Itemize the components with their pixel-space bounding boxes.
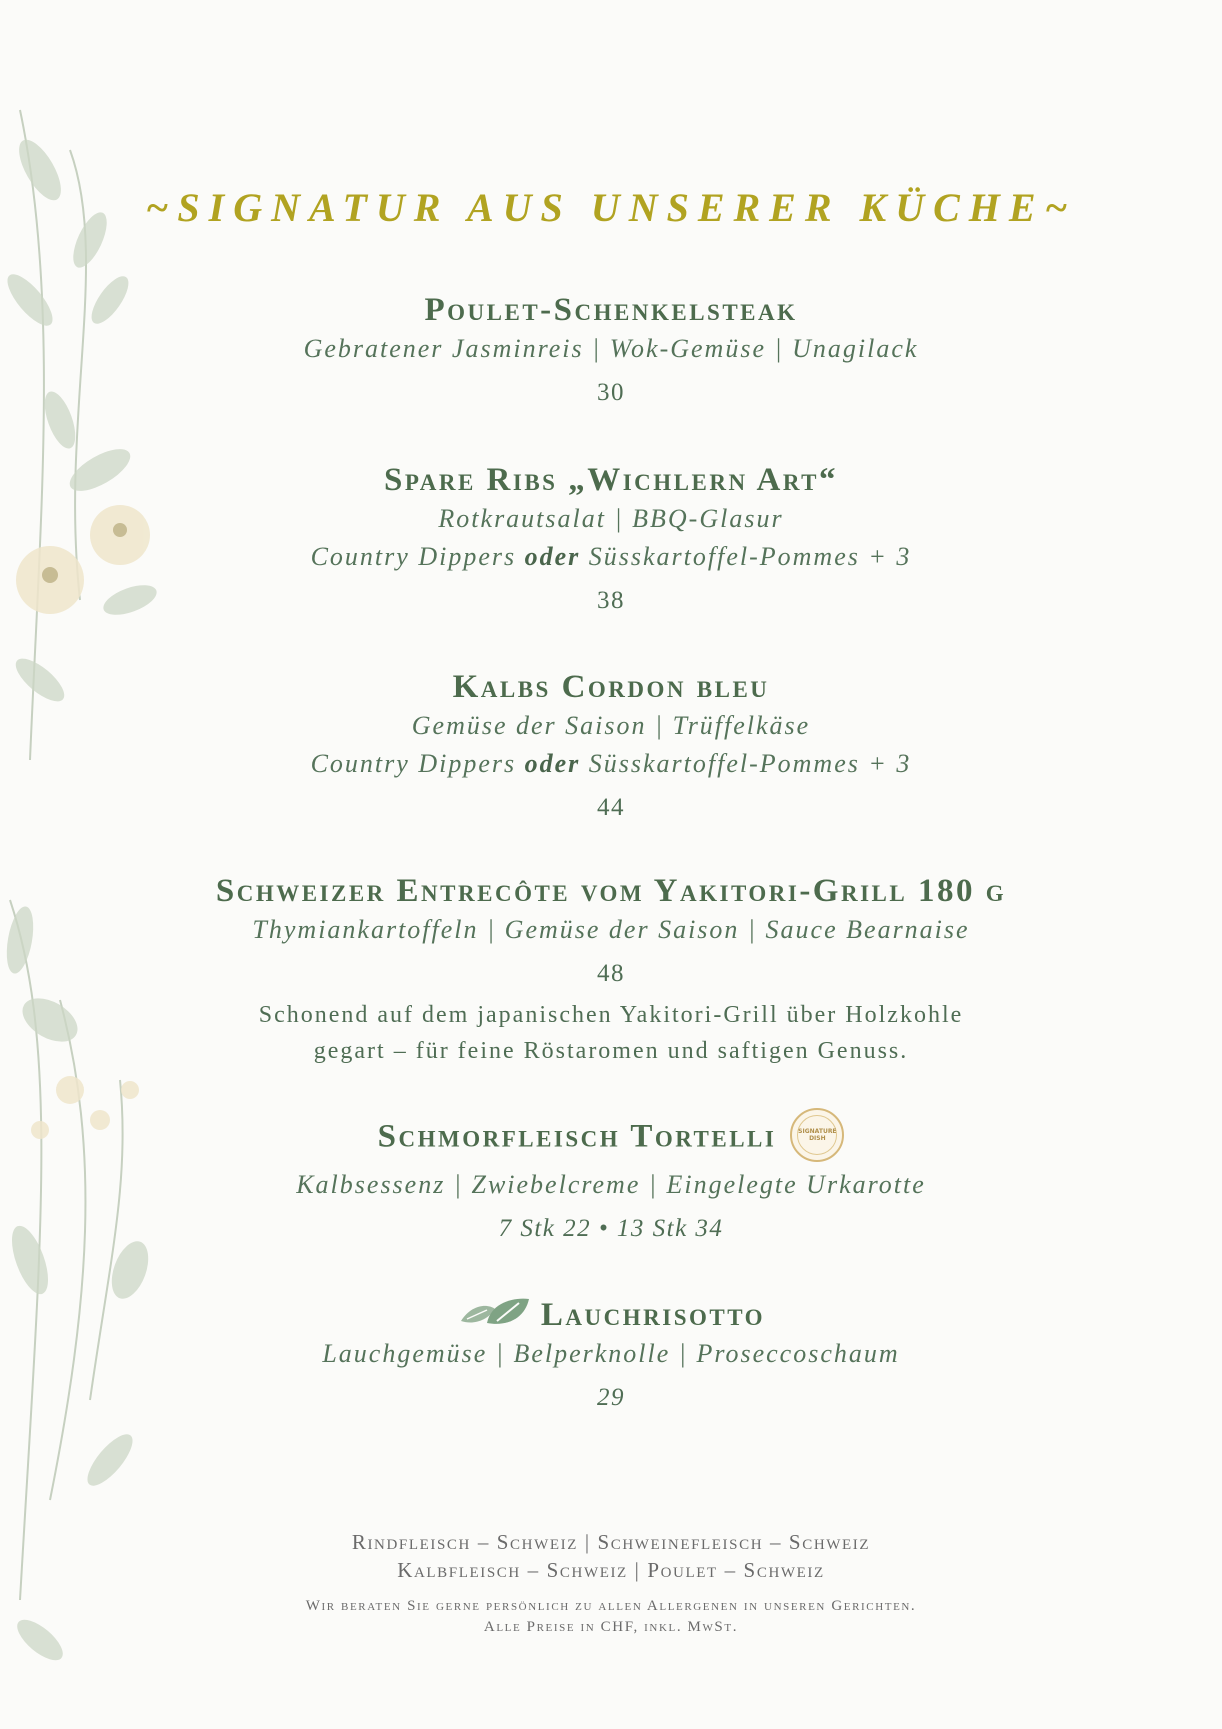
badge-label: SIGNATURE DISH bbox=[797, 1115, 837, 1155]
dish-side-option bbox=[0, 538, 1222, 576]
side-option-a: Country Dippers bbox=[310, 749, 525, 778]
dish-price: 7 Stk 22 • 13 Stk 34 bbox=[498, 1215, 724, 1242]
dish-name: Lauchrisotto bbox=[540, 1297, 766, 1333]
dish-cordon-bleu bbox=[0, 667, 1222, 827]
allergen-note: Wir beraten Sie gerne persönlich zu allen Allergenen in unseren Gerichten. bbox=[305, 1598, 917, 1614]
side-option-or: oder bbox=[524, 749, 581, 778]
dish-lauchrisotto bbox=[0, 1295, 1222, 1417]
meat-origin-info bbox=[0, 1528, 1222, 1584]
dish-name-row bbox=[0, 1295, 1222, 1335]
price-note: Alle Preise in CHF, inkl. MwSt. bbox=[483, 1619, 739, 1635]
side-option-b: Süsskartoffel-Pommes + 3 bbox=[580, 749, 912, 778]
dish-name: Schmorfleisch Tortelli bbox=[377, 1118, 777, 1155]
dish-name: Schweizer Entrecôte vom Yakitori-Grill 180 g bbox=[215, 873, 1007, 909]
dish-price: 38 bbox=[597, 587, 625, 614]
dish-description: Rotkrautsalat | BBQ-Glasur bbox=[438, 504, 784, 533]
floral-decoration bbox=[0, 0, 230, 1729]
side-option-b: Süsskartoffel-Pommes + 3 bbox=[580, 542, 912, 571]
dish-price: 29 bbox=[597, 1384, 625, 1412]
dish-note: gegart – für feine Röstaromen und saftigen Genuss. bbox=[313, 1038, 909, 1064]
dish-name-row bbox=[0, 1112, 1222, 1166]
dish-side-option bbox=[0, 745, 1222, 783]
dish-name: Poulet-Schenkelsteak bbox=[424, 292, 798, 328]
dish-description: Lauchgemüse | Belperknolle | Proseccoschaum bbox=[322, 1339, 900, 1369]
menu-title: ~SIGNATUR AUS UNSERER KÜCHE~ bbox=[145, 185, 1077, 230]
dish-poulet bbox=[0, 290, 1222, 412]
dish-name: Kalbs Cordon bleu bbox=[452, 669, 770, 705]
footer-notes bbox=[0, 1596, 1222, 1638]
dish-price: 48 bbox=[597, 960, 625, 987]
dish-tortelli bbox=[0, 1112, 1222, 1248]
dish-description: Kalbsessenz | Zwiebelcreme | Eingelegte Urkarotte bbox=[296, 1170, 926, 1199]
dish-description: Thymiankartoffeln | Gemüse der Saison | Sauce Bearnaise bbox=[252, 915, 970, 944]
dish-spare-ribs bbox=[0, 460, 1222, 620]
vegetarian-leaf-icon bbox=[457, 1295, 533, 1331]
dish-name: Spare Ribs „Wichlern Art“ bbox=[384, 462, 838, 498]
side-option-or: oder bbox=[524, 542, 581, 571]
dish-price: 44 bbox=[597, 794, 625, 821]
origin-line: Kalbfleisch – Schweiz | Poulet – Schweiz bbox=[397, 1558, 825, 1582]
dish-description: Gemüse der Saison | Trüffelkäse bbox=[411, 711, 811, 740]
dish-entrecote bbox=[0, 871, 1222, 1069]
origin-line: Rindfleisch – Schweiz | Schweinefleisch – Schweiz bbox=[351, 1530, 871, 1554]
side-option-a: Country Dippers bbox=[310, 542, 525, 571]
dish-price: 30 bbox=[597, 379, 625, 406]
dish-note: Schonend auf dem japanischen Yakitori-Grill über Holzkohle bbox=[258, 1002, 964, 1028]
signature-dish-badge-icon bbox=[790, 1108, 844, 1162]
dish-description: Gebratener Jasminreis | Wok-Gemüse | Unagilack bbox=[303, 334, 919, 363]
